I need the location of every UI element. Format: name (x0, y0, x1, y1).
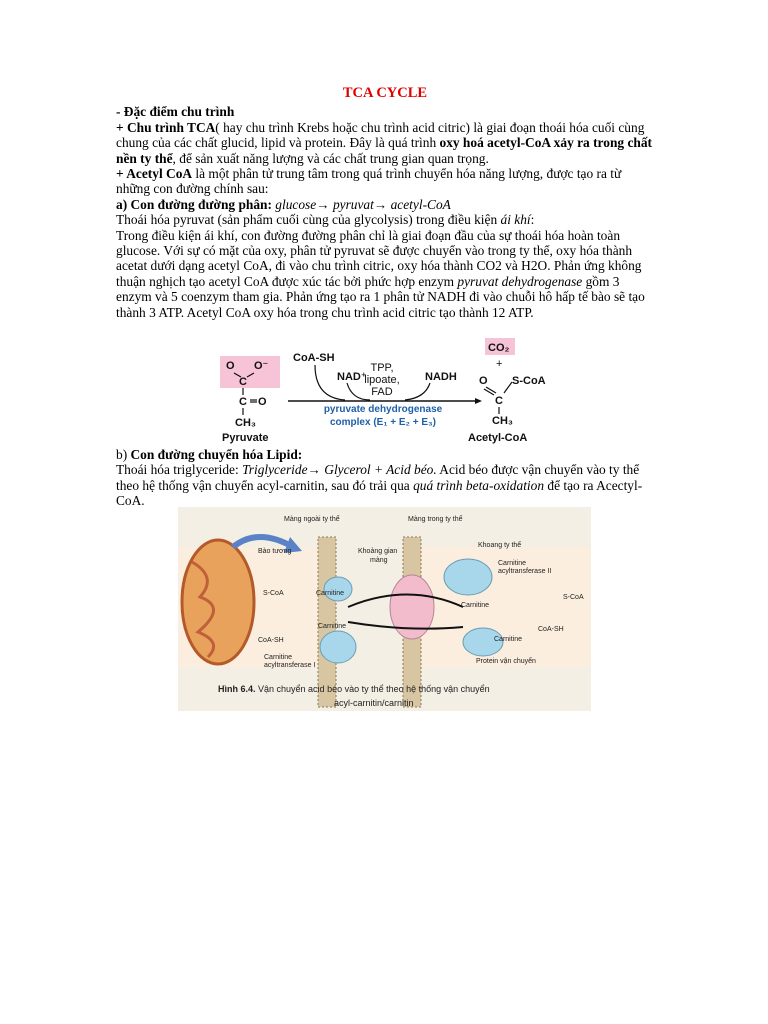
paragraph-tca: + Chu trình TCA( hay chu trình Krebs hoặc chu trình acid citric) là giai đoạn thoái hóa cuối cùng chung của các chất glucid, lipid và protein. Đây là quá trình oxy hoá acetyl-CoA xảy ra trong chất nền ty thể, để sản xuất năng lượng và các chất trung gian quan trọng. (116, 119, 652, 166)
nadh-label: NADH (425, 371, 457, 383)
section-heading: - Đặc điểm chu trình (116, 104, 235, 120)
coash-right: CoA-SH (538, 626, 564, 633)
protein-label: Protein vận chuyển (476, 658, 536, 665)
acc-scoa: S-CoA (512, 375, 546, 387)
pyr-ch3: CH₃ (235, 417, 256, 429)
paragraph-aerobic: Trong điều kiện ái khí, con đường đường phân chỉ là giai đoạn đầu của sự thoái hóa hoàn toàn glucose. Với sự có mặt của oxy, phân tử pyruvat sẽ được chuyển vào trong ty thể, oxy hóa thành acetat dưới dạng acetyl CoA, đi vào chu trình citric, oxy hóa thành CO2 và H2O. Phản ứng không thuận nghịch tạo acetyl CoA được xúc tác bởi phức hợp enzym pyruvat dehydrogenase gồm 3 enzym và 5 coenzym tham gia. Phản ứng tạo ra 1 phân tử NADH đi vào chuỗi hô hấp tế bào sẽ tạo thành 3 ATP. Acetyl CoA oxy hóa trong chu trình acid citric tạo thành 12 ATP. (116, 227, 645, 320)
figure-caption-2: acyl-carnitin/carnitin (334, 698, 414, 708)
cofactor-3: FAD (371, 386, 393, 398)
enzyme-label-1: pyruvate dehydrogenase (323, 404, 443, 415)
scoa-right: S-CoA (563, 594, 584, 601)
acc-o: O (479, 375, 488, 387)
document-body (116, 86, 654, 320)
acetyl-coa-label: Acetyl-CoA (468, 432, 528, 444)
cytosol-label: Bào tương (258, 548, 292, 555)
acc-ch3: CH₃ (492, 415, 513, 427)
paragraph-acetyl-coa: + Acetyl CoA là một phân tử trung tâm trong quá trình chuyển hóa năng lượng, được tạo ra từ những con đường chính sau: (116, 166, 622, 197)
enzyme-label-2: complex (E₁ + E₂ + E₃) (329, 417, 437, 428)
paragraph-triglyceride: Thoái hóa triglyceride: Triglyceride→ Glycerol + Acid béo. Acid béo được vận chuyển vào ty thể theo hệ thống vận chuyển acyl-carnitin, sau đó trải qua quá trình beta-oxidation để tạo ra Acectyl-CoA. (116, 462, 643, 509)
coash-left: CoA-SH (258, 637, 284, 644)
carnitine-3: Carnitine (461, 602, 490, 609)
carnitine-shuttle-figure (178, 507, 591, 711)
pyruvate-dehydrogenase-figure (220, 338, 550, 448)
page-title: TCA CYCLE (342, 85, 428, 101)
cat2-label-1: Carnitine (498, 560, 527, 567)
carnitine-2: Carnitine (318, 623, 347, 630)
figure-caption-1: Hình 6.4. Vận chuyển acid béo vào ty thể theo hệ thống vận chuyển (218, 684, 490, 694)
pyr-o3: O (258, 396, 267, 408)
cat2-label-2: acyltransferase II (498, 568, 552, 575)
outer-membrane (318, 537, 336, 707)
scoa-left: S-CoA (263, 590, 284, 597)
carnitine-1: Carnitine (316, 590, 345, 597)
document-body-lipid (116, 447, 654, 509)
heading-glycolysis: a) Con đường đường phân: glucose→ pyruvat→ acetyl-CoA (116, 196, 451, 212)
pyruvate-label: Pyruvate (222, 432, 269, 444)
cofactor-1: TPP, (370, 362, 394, 374)
pyr-c2: C (239, 396, 247, 408)
outer-membrane-label: Màng ngoài ty thể (284, 516, 340, 523)
cofactor-2: lipoate, (364, 374, 400, 386)
mitochondrion-icon (182, 540, 254, 664)
co2-label: CO₂ (488, 342, 510, 354)
cat1-label-2: acyltransferase I (264, 662, 316, 669)
cat1-label-1: Carnitine (264, 654, 293, 661)
paragraph-pyruvate: Thoái hóa pyruvat (sản phẩm cuối cùng của glycolysis) trong điều kiện ái khí: (116, 212, 535, 228)
inner-membrane-label: Màng trong ty thể (408, 516, 463, 523)
pyr-o2: O⁻ (254, 360, 269, 372)
coash-label: CoA-SH (293, 352, 335, 364)
carnitine-4: Carnitine (494, 636, 523, 643)
matrix-label: Khoang ty thể (478, 542, 522, 549)
plus-sign: + (496, 358, 503, 370)
pyr-o1: O (226, 360, 235, 372)
heading-lipid: b) Con đường chuyển hóa Lipid: (116, 447, 303, 462)
nad-label: NAD⁺ (337, 371, 367, 383)
pyr-c1: C (239, 376, 247, 388)
ims-label-1: Khoảng gian (358, 548, 398, 555)
ims-label-2: màng (370, 557, 388, 564)
acc-c: C (495, 395, 503, 407)
